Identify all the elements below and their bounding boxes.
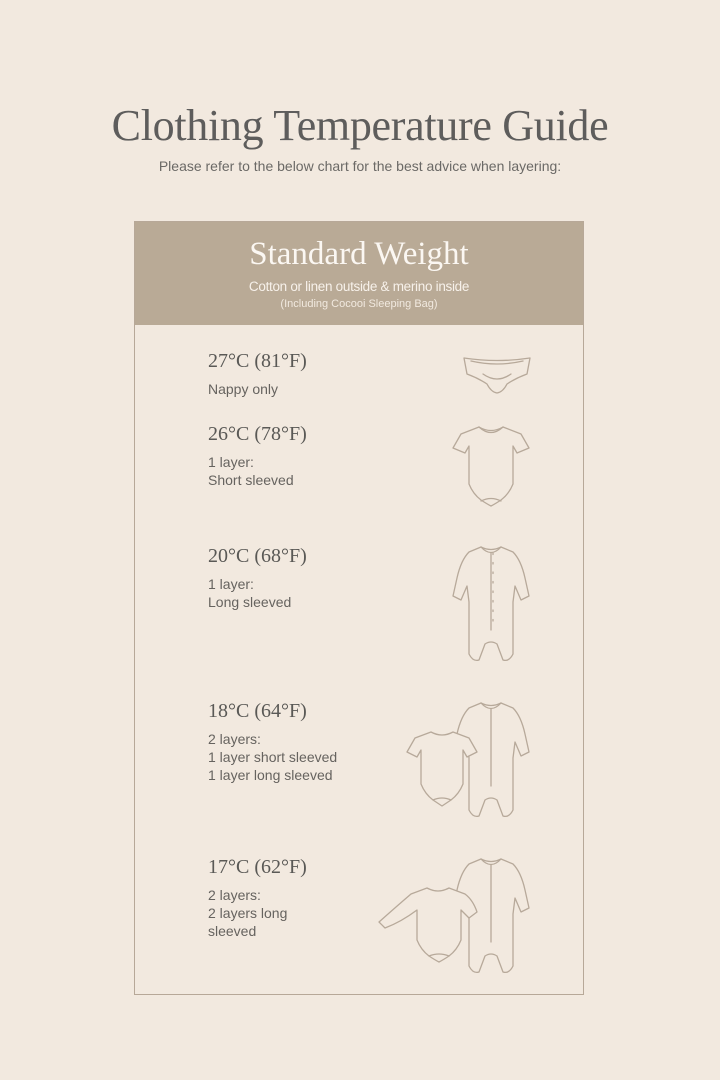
guide-row-27c	[208, 350, 307, 398]
short-sleeve-bodysuit-icon	[451, 424, 531, 510]
row-description-line: Long sleeved	[208, 594, 292, 610]
guide-row-17c	[208, 856, 307, 940]
row-description-line: sleeved	[208, 923, 257, 939]
nappy-icon	[461, 354, 533, 396]
long-bodysuit-and-sleepsuit-icon	[377, 856, 533, 976]
temperature-label: 26°C (78°F)	[208, 423, 307, 445]
bodysuit-and-sleepsuit-icon	[405, 700, 533, 820]
page-subtitle: Please refer to the below chart for the best advice when layering:	[158, 158, 562, 174]
page-title: Clothing Temperature Guide	[111, 101, 609, 150]
temperature-label: 18°C (64°F)	[208, 700, 307, 722]
row-description-line: 1 layer:	[208, 454, 254, 470]
row-description-line: 2 layers:	[208, 887, 261, 903]
temperature-label: 17°C (62°F)	[208, 856, 307, 878]
row-description-line: 1 layer short sleeved	[208, 749, 338, 765]
row-description-line: Nappy only	[208, 381, 279, 397]
row-description-line: 1 layer long sleeved	[208, 767, 333, 783]
card-note: (Including Cocooi Sleeping Bag)	[280, 298, 438, 310]
long-sleeve-sleepsuit-icon	[451, 544, 531, 664]
row-description-line: Short sleeved	[208, 472, 294, 488]
card-header	[135, 222, 583, 325]
row-description-line: 2 layers long	[208, 905, 288, 921]
row-description-line: 1 layer:	[208, 576, 254, 592]
guide-row-20c	[208, 545, 307, 611]
card-heading: Standard Weight	[249, 236, 469, 272]
guide-row-18c	[208, 700, 337, 784]
temperature-label: 20°C (68°F)	[208, 545, 307, 567]
temperature-guide-card	[134, 221, 584, 995]
guide-row-26c	[208, 423, 307, 489]
row-description-line: 2 layers:	[208, 731, 261, 747]
temperature-label: 27°C (81°F)	[208, 350, 307, 372]
card-subheading: Cotton or linen outside & merino inside	[248, 279, 470, 294]
